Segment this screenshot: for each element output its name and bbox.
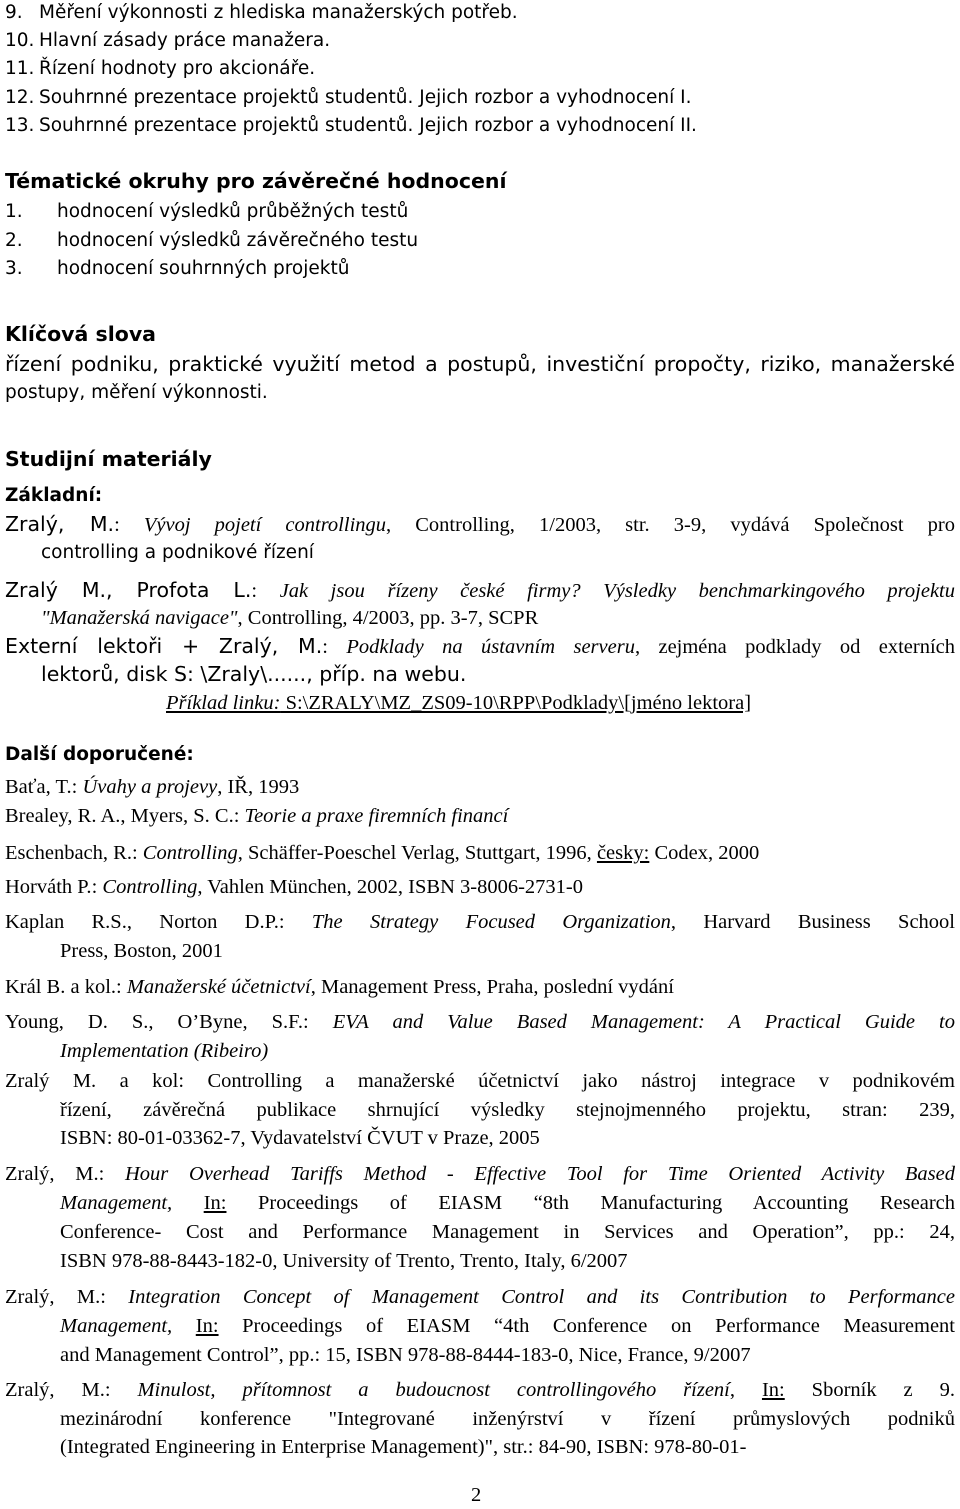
reference-entry: Horváth P.: Controlling, Vahlen München, 2002, ISBN 3-8006-2731-0 (5, 876, 583, 898)
list-item: 13. Souhrnné prezentace projektů studentů. Jejich rozbor a vyhodnocení II. (5, 115, 697, 136)
reference-entry-cont: ISBN 978-88-8443-182-0, University of Trento, Trento, Italy, 6/2007 (60, 1250, 628, 1272)
materials-heading: Studijní materiály (5, 447, 212, 471)
list-item: 9. Měření výkonnosti z hlediska manažerských potřeb. (5, 2, 518, 23)
reference-entry: Young, D. S., O’Byne, S.F.: EVA and Value Based Management: A Practical Guide to (5, 1011, 956, 1033)
reference-entry-cont: Management, In: Proceedings of EIASM “4th Conference on Performance Measurement (60, 1315, 955, 1337)
page-number: 2 (471, 1484, 482, 1506)
reference-entry-cont: controlling a podnikové řízení (41, 542, 314, 563)
keywords-line: postupy, měření výkonnosti. (5, 382, 268, 403)
reference-entry-cont: ISBN: 80-01-03362-7, Vydavatelství ČVUT v Praze, 2005 (60, 1127, 540, 1149)
reference-entry: Král B. a kol.: Manažerské účetnictví, Management Press, Praha, poslední vydání (5, 976, 674, 998)
keywords-heading: Klíčová slova (5, 322, 157, 346)
reference-entry: Zralý M. a kol: Controlling a manažerské účetnictví jako nástroj integrace v podnikovém (5, 1070, 955, 1092)
reference-entry: Zralý, M.: Vývoj pojetí controllingu, Controlling, 1/2003, str. 3-9, vydává Společnost pro (5, 512, 955, 536)
reference-entry-cont: (Integrated Engineering in Enterprise Management)", str.: 84-90, ISBN: 978-80-01- (60, 1436, 747, 1458)
czech-edition-link[interactable]: česky: (596, 842, 650, 864)
reference-entry-cont: and Management Control”, pp.: 15, ISBN 978-88-8444-183-0, Nice, France, 9/2007 (60, 1344, 751, 1366)
reference-entry-cont: Implementation (Ribeiro) (60, 1040, 269, 1062)
list-item: 1. hodnocení výsledků průběžných testů (5, 201, 409, 222)
example-link[interactable]: Příklad linku: S:\ZRALY\MZ_ZS09-10\RPP\Podklady\[jméno lektora] (166, 692, 752, 714)
reference-entry-cont: "Manažerská navigace", Controlling, 4/2003, pp. 3-7, SCPR (41, 607, 539, 629)
reference-entry: Zralý, M.: Hour Overhead Tariffs Method - Effective Tool for Time Oriented Activity Based (5, 1163, 955, 1185)
reference-entry-cont: Management, In: Proceedings of EIASM “8th Manufacturing Accounting Research (60, 1192, 955, 1214)
reference-entry-cont: mezinárodní konference "Integrované inženýrství v řízení průmyslových podniků (60, 1408, 955, 1430)
reference-entry: Kaplan R.S., Norton D.P.: The Strategy Focused Organization, Harvard Business School (5, 911, 955, 933)
reference-entry: Zralý, M.: Integration Concept of Management Control and its Contribution to Performance (5, 1286, 955, 1308)
list-item: 10. Hlavní zásady práce manažera. (5, 30, 331, 51)
reference-entry: Brealey, R. A., Myers, S. C.: Teorie a praxe firemních financí (5, 805, 509, 827)
reference-entry-cont: Press, Boston, 2001 (60, 940, 223, 962)
reference-entry: Zralý, M.: Minulost, přítomnost a budoucnost controllingového řízení, In: Sborník z 9. (5, 1379, 955, 1401)
list-item: 12. Souhrnné prezentace projektů studentů. Jejich rozbor a vyhodnocení I. (5, 87, 692, 108)
reference-entry-cont: Conference- Cost and Performance Management in Services and Operation”, pp.: 24, (60, 1221, 955, 1243)
reference-entry-cont: lektorů, disk S: \Zraly\......, příp. na webu. (41, 662, 467, 686)
reference-entry: Zralý M., Profota L.: Jak jsou řízeny české firmy? Výsledky benchmarkingového projektu (5, 578, 955, 602)
reference-entry: Externí lektoři + Zralý, M.: Podklady na ústavním serveru, zejména podklady od externích (5, 634, 955, 658)
list-item: 11. Řízení hodnoty pro akcionáře. (5, 58, 316, 79)
reference-entry: Baťa, T.: Úvahy a projevy, IŘ, 1993 (5, 776, 300, 798)
reference-entry: Eschenbach, R.: Controlling, Schäffer-Poeschel Verlag, Stuttgart, 1996, česky: Codex, 2000 (5, 842, 760, 864)
further-heading: Další doporučené: (5, 744, 194, 765)
list-item: 3. hodnocení souhrnných projektů (5, 258, 350, 279)
list-item: 2. hodnocení výsledků závěrečného testu (5, 230, 419, 251)
keywords-line: řízení podniku, praktické využití metod a postupů, investiční propočty, riziko, manažerské (5, 352, 955, 376)
eval-heading: Tématické okruhy pro závěrečné hodnocení (5, 169, 507, 193)
basic-heading: Základní: (5, 485, 103, 506)
reference-entry-cont: řízení, závěrečná publikace shrnující výsledky stejnojmenného projektu, stran: 239, (60, 1099, 955, 1121)
